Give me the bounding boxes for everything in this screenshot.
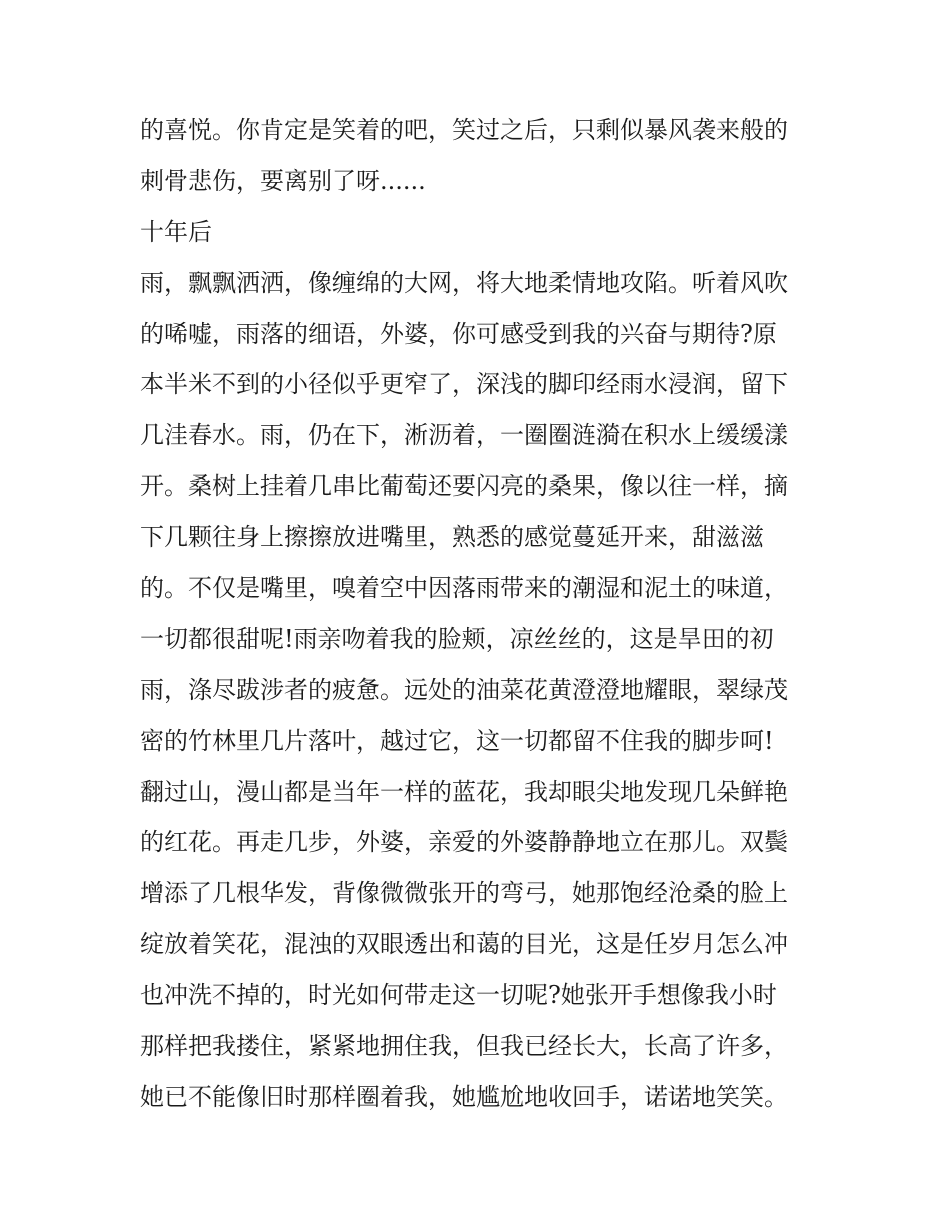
text-line: 那样把我搂住，紧紧地拥住我，但我已经长大，长高了许多，	[140, 1032, 788, 1061]
text-line: 雨，飘飘洒洒，像缠绵的大网，将大地柔情地攻陷。听着风吹	[140, 268, 788, 297]
text-line: 雨，涤尽跋涉者的疲惫。远处的油菜花黄澄澄地耀眼，翠绿茂	[140, 675, 788, 704]
text-line: 增添了几根华发，背像微微张开的弯弓，她那饱经沧桑的脸上	[140, 879, 788, 908]
text-line: 绽放着笑花，混浊的双眼透出和蔼的目光，这是任岁月怎么冲	[140, 930, 788, 959]
text-line: 的唏嘘，雨落的细语，外婆，你可感受到我的兴奋与期待?原	[140, 319, 777, 348]
document-body	[140, 108, 820, 1126]
text-line: 的喜悦。你肯定是笑着的吧，笑过之后，只剩似暴风袭来般的	[140, 116, 788, 144]
text-line: 开。桑树上挂着几串比葡萄还要闪亮的桑果，像以往一样，摘	[140, 472, 788, 501]
text-line: 几洼春水。雨，仍在下，淅沥着，一圈圈涟漪在积水上缓缓漾	[140, 421, 788, 450]
text-line: 密的竹林里几片落叶，越过它，这一切都留不住我的脚步呵!	[140, 726, 774, 755]
text-line: 刺骨悲伤，要离别了呀......	[140, 166, 426, 195]
text-line: 她已不能像旧时那样圈着我，她尴尬地收回手，诺诺地笑笑。	[140, 1082, 788, 1111]
text-line: 一切都很甜呢!雨亲吻着我的脸颊，凉丝丝的，这是旱田的初	[140, 624, 774, 653]
text-line: 的。不仅是嘴里，嗅着空中因落雨带来的潮湿和泥土的味道，	[140, 574, 788, 603]
section-heading: 十年后	[140, 217, 212, 246]
text-line: 本半米不到的小径似乎更窄了，深浅的脚印经雨水浸润，留下	[140, 370, 788, 399]
text-line: 的红花。再走几步，外婆，亲爱的外婆静静地立在那儿。双鬓	[140, 828, 788, 857]
text-line: 也冲洗不掉的，时光如何带走这一切呢?她张开手想像我小时	[140, 981, 777, 1010]
text-line: 翻过山，漫山都是当年一样的蓝花，我却眼尖地发现几朵鲜艳	[140, 777, 788, 806]
text-line: 下几颗往身上擦擦放进嘴里，熟悉的感觉蔓延开来，甜滋滋	[140, 523, 764, 552]
